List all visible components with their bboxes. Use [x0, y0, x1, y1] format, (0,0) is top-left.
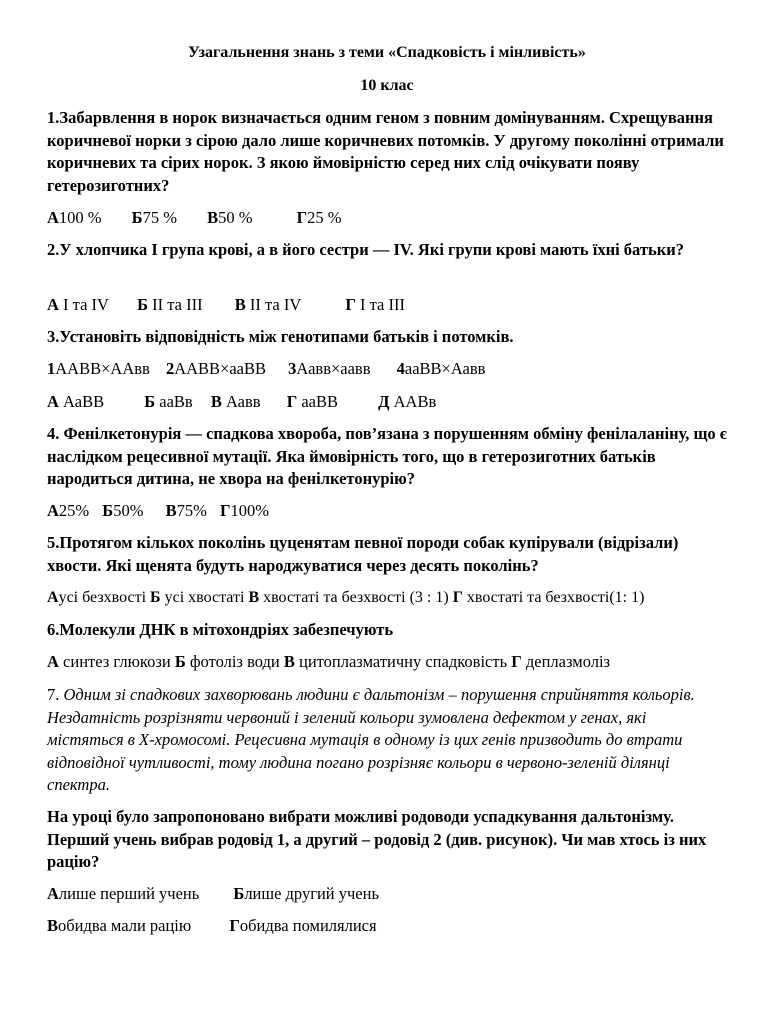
- option-text: ааВв: [155, 392, 193, 411]
- cross-text: Аавв×аавв: [296, 359, 371, 378]
- option-letter: Г: [452, 589, 463, 606]
- option-letter: Г: [229, 916, 240, 935]
- option-text: І та IV: [58, 295, 109, 314]
- option-letter: А: [47, 295, 59, 314]
- cross-number: 2: [165, 359, 175, 378]
- option-text: 75 %: [142, 208, 177, 227]
- option-text: цитоплазматичну спадковість: [294, 652, 512, 671]
- question-7-number: 7.: [47, 685, 64, 704]
- question-3-text: 3.Установіть відповідність між генотипами батьків і потомків.: [47, 327, 514, 346]
- question-2-text: 2.У хлопчика І група крові, а в його сестри — IV. Які групи крові мають їхні батьки?: [47, 240, 684, 259]
- option-letter: Б: [174, 652, 186, 671]
- option-text: лише другий учень: [244, 884, 379, 903]
- question-4-options: [47, 500, 727, 523]
- option-letter: А: [47, 884, 59, 903]
- option-text: 25 %: [307, 208, 342, 227]
- question-5-text: 5.Протягом кількох поколінь цуценятам певної породи собак купірували (відрізали) хвости. Які щенята будуть народжуватися через десять поколінь?: [47, 533, 679, 575]
- cross-number: 1: [47, 359, 56, 378]
- option-letter: Г: [219, 501, 231, 520]
- option-text: усі хвостаті: [160, 589, 249, 606]
- option-text: І та III: [355, 295, 405, 314]
- question-7-options-row-2: [47, 915, 727, 938]
- option-letter: Г: [296, 208, 308, 227]
- option-text: деплазмоліз: [521, 652, 611, 671]
- option-letter: Б: [102, 501, 114, 520]
- question-1-options: [47, 207, 727, 230]
- option-text: II та III: [147, 295, 203, 314]
- question-5-options: [47, 587, 737, 610]
- cross-number: 3: [288, 359, 297, 378]
- question-4-text: 4. Фенілкетонурія — спадкова хвороба, пов’язана з порушенням обміну фенілаланіну, що є наслідком рецесивної мутації. Яка ймовірність того, що в гетерозиготних батьків народиться дитина, не хвора на фенілкетонурію?: [47, 424, 727, 488]
- option-letter: А: [47, 501, 59, 520]
- option-letter: А: [47, 652, 59, 671]
- option-text: ааВВ: [297, 392, 339, 411]
- option-letter: А: [47, 208, 59, 227]
- document-title: Узагальнення знань з теми «Спадковість і мінливість»: [188, 44, 586, 61]
- option-letter: В: [248, 589, 260, 606]
- question-3-options: [47, 391, 727, 414]
- cross-text: ААВВ×ААвв: [55, 359, 150, 378]
- option-letter: Б: [233, 884, 245, 903]
- cross-text: ААВВ×ааВВ: [174, 359, 266, 378]
- question-7-intro-text: Одним зі спадкових захворювань людини є дальтонізм – порушення сприйняття кольорів. Нездатність розрізняти червоний і зелений кольори зумовлена дефектом у генах, які містяться в Х-хромосомі. Рецесивна мутація в одному із цих генів призводить до втрати відповідної чутливості, тому людина погано розрізняє кольори в червоно-зеленій ділянці спектра.: [47, 685, 695, 794]
- question-1-text: 1.Забарвлення в норок визначається одним геном з повним домінуванням. Схрещування коричневої норки з сірою дало лише коричневих потомків. У другому поколінні отримали коричневих та сірих норок. З якою ймовірністю серед них слід очікувати появу гетерозиготних?: [47, 108, 724, 195]
- option-text: фотоліз води: [185, 652, 284, 671]
- option-text: Аавв: [221, 392, 261, 411]
- cross-text: ааВВ×Аавв: [404, 359, 486, 378]
- question-7-intro: [47, 684, 727, 797]
- option-text: обидва помилялися: [239, 916, 377, 935]
- option-text: 75%: [176, 501, 207, 520]
- option-letter: Г: [286, 392, 298, 411]
- option-text: лише перший учень: [58, 884, 200, 903]
- option-letter: Д: [378, 392, 390, 411]
- option-text: 100%: [230, 501, 269, 520]
- option-text: ААВв: [389, 392, 437, 411]
- option-text: хвостаті та безхвості (3 : 1): [259, 589, 453, 606]
- question-6-options: [47, 651, 727, 674]
- option-text: 100 %: [58, 208, 102, 227]
- option-letter: Б: [144, 392, 156, 411]
- question-7-text: На уроці було запропоновано вибрати можливі родоводи успадкування дальтонізму. Перший учень вибрав родовід 1, а другий – родовід 2 (див. рисунок). Чи мав хтось із них рацію?: [47, 807, 707, 871]
- option-letter: Б: [137, 295, 148, 314]
- option-letter: А: [47, 589, 59, 606]
- option-letter: В: [234, 295, 246, 314]
- option-letter: Б: [131, 208, 143, 227]
- option-letter: В: [210, 392, 222, 411]
- question-6-text: 6.Молекули ДНК в мітохондріях забезпечують: [47, 620, 394, 639]
- question-7-options-row-1: [47, 883, 727, 906]
- option-text: обидва мали рацію: [58, 916, 192, 935]
- option-letter: В: [165, 501, 177, 520]
- option-text: хвостаті та безхвості(1: 1): [462, 589, 645, 606]
- option-letter: Б: [150, 589, 161, 606]
- option-text: 50%: [113, 501, 144, 520]
- option-letter: В: [283, 652, 295, 671]
- option-text: АаВВ: [58, 392, 105, 411]
- cross-number: 4: [396, 359, 405, 378]
- option-letter: В: [47, 916, 59, 935]
- option-letter: В: [207, 208, 219, 227]
- option-letter: А: [47, 392, 59, 411]
- question-3-crosses: [47, 358, 727, 381]
- option-text: II та IV: [245, 295, 302, 314]
- option-text: 25%: [58, 501, 90, 520]
- option-text: синтез глюкози: [58, 652, 175, 671]
- option-text: усі безхвості: [58, 589, 151, 606]
- option-letter: Г: [511, 652, 522, 671]
- grade-label: 10 клас: [360, 77, 414, 94]
- option-letter: Г: [345, 295, 356, 314]
- question-2-options: [47, 294, 727, 317]
- option-text: 50 %: [218, 208, 253, 227]
